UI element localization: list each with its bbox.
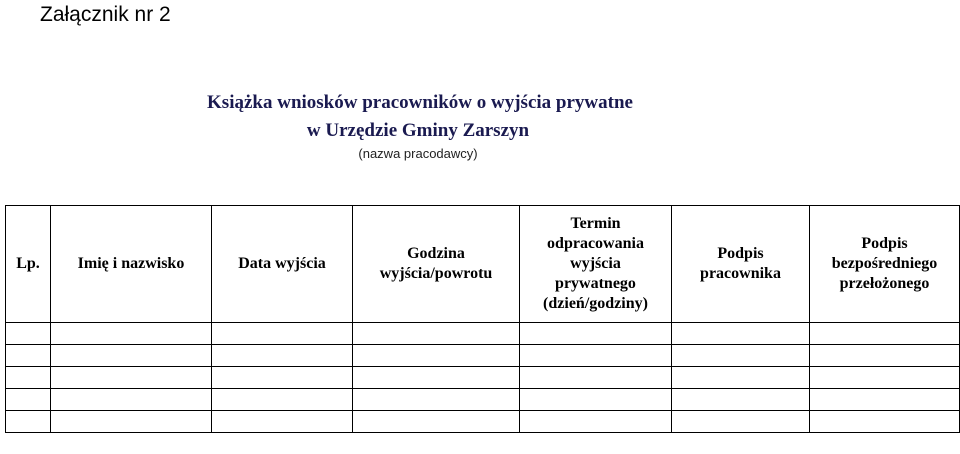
table-cell[interactable] <box>212 323 353 345</box>
table-cell[interactable] <box>353 323 520 345</box>
header-makeup-term-line: prywatnego <box>555 275 636 292</box>
header-makeup-term-line: Termin <box>570 215 621 232</box>
header-supervisor-signature-line: bezpośredniego <box>831 255 938 272</box>
table-cell[interactable] <box>51 367 212 389</box>
table-cell[interactable] <box>51 323 212 345</box>
table-cell[interactable] <box>520 411 672 433</box>
header-makeup-term <box>520 206 672 323</box>
table-cell[interactable] <box>520 345 672 367</box>
header-lp-text: Lp. <box>16 255 40 272</box>
table-row <box>6 367 960 389</box>
table-cell[interactable] <box>212 411 353 433</box>
header-name <box>51 206 212 323</box>
table-cell[interactable] <box>520 389 672 411</box>
table-cell[interactable] <box>51 345 212 367</box>
table-cell[interactable] <box>810 411 960 433</box>
header-makeup-term-line: (dzień/godziny) <box>543 295 648 312</box>
header-row <box>6 206 960 323</box>
table-cell[interactable] <box>212 389 353 411</box>
table-cell[interactable] <box>672 345 810 367</box>
header-supervisor-signature-line: przełożonego <box>839 275 930 292</box>
table-row <box>6 345 960 367</box>
table-cell[interactable] <box>353 411 520 433</box>
table-cell[interactable] <box>810 367 960 389</box>
table-cell[interactable] <box>520 323 672 345</box>
header-exit-date <box>212 206 353 323</box>
register-table <box>5 205 960 433</box>
register-table-container <box>5 205 959 433</box>
office-name: w Urzędzie Gminy Zarszyn <box>306 120 530 141</box>
table-cell[interactable] <box>353 367 520 389</box>
table-cell[interactable] <box>51 389 212 411</box>
header-name-text: Imię i nazwisko <box>77 255 185 272</box>
header-exit-time <box>353 206 520 323</box>
table-cell[interactable] <box>810 323 960 345</box>
header-employee-signature <box>672 206 810 323</box>
table-cell[interactable] <box>6 411 51 433</box>
table-cell[interactable] <box>6 367 51 389</box>
header-employee-signature-line: Podpis <box>717 245 764 262</box>
table-cell[interactable] <box>212 345 353 367</box>
header-supervisor-signature <box>810 206 960 323</box>
header-makeup-term-line: wyjścia <box>570 255 621 272</box>
register-body <box>6 323 960 433</box>
document-title: Książka wniosków pracowników o wyjścia prywatne <box>207 92 633 113</box>
table-row <box>6 323 960 345</box>
table-cell[interactable] <box>353 389 520 411</box>
header-exit-date-text: Data wyjścia <box>238 255 326 272</box>
employer-hint: (nazwa pracodawcy) <box>358 146 478 161</box>
table-cell[interactable] <box>672 389 810 411</box>
header-makeup-term-line: odpracowania <box>547 235 644 252</box>
attachment-label: Załącznik nr 2 <box>40 3 171 26</box>
header-employee-signature-line: pracownika <box>700 265 781 282</box>
table-cell[interactable] <box>672 367 810 389</box>
header-exit-time-line: wyjścia/powrotu <box>379 265 493 282</box>
table-cell[interactable] <box>810 345 960 367</box>
header-exit-time-line: Godzina <box>407 245 465 262</box>
table-cell[interactable] <box>6 389 51 411</box>
table-cell[interactable] <box>212 367 353 389</box>
table-cell[interactable] <box>353 345 520 367</box>
table-cell[interactable] <box>672 411 810 433</box>
table-row <box>6 411 960 433</box>
table-cell[interactable] <box>51 411 212 433</box>
table-cell[interactable] <box>672 323 810 345</box>
table-cell[interactable] <box>6 345 51 367</box>
table-cell[interactable] <box>6 323 51 345</box>
header-supervisor-signature-line: Podpis <box>861 235 908 252</box>
header-lp <box>6 206 51 323</box>
table-cell[interactable] <box>810 389 960 411</box>
table-row <box>6 389 960 411</box>
table-cell[interactable] <box>520 367 672 389</box>
